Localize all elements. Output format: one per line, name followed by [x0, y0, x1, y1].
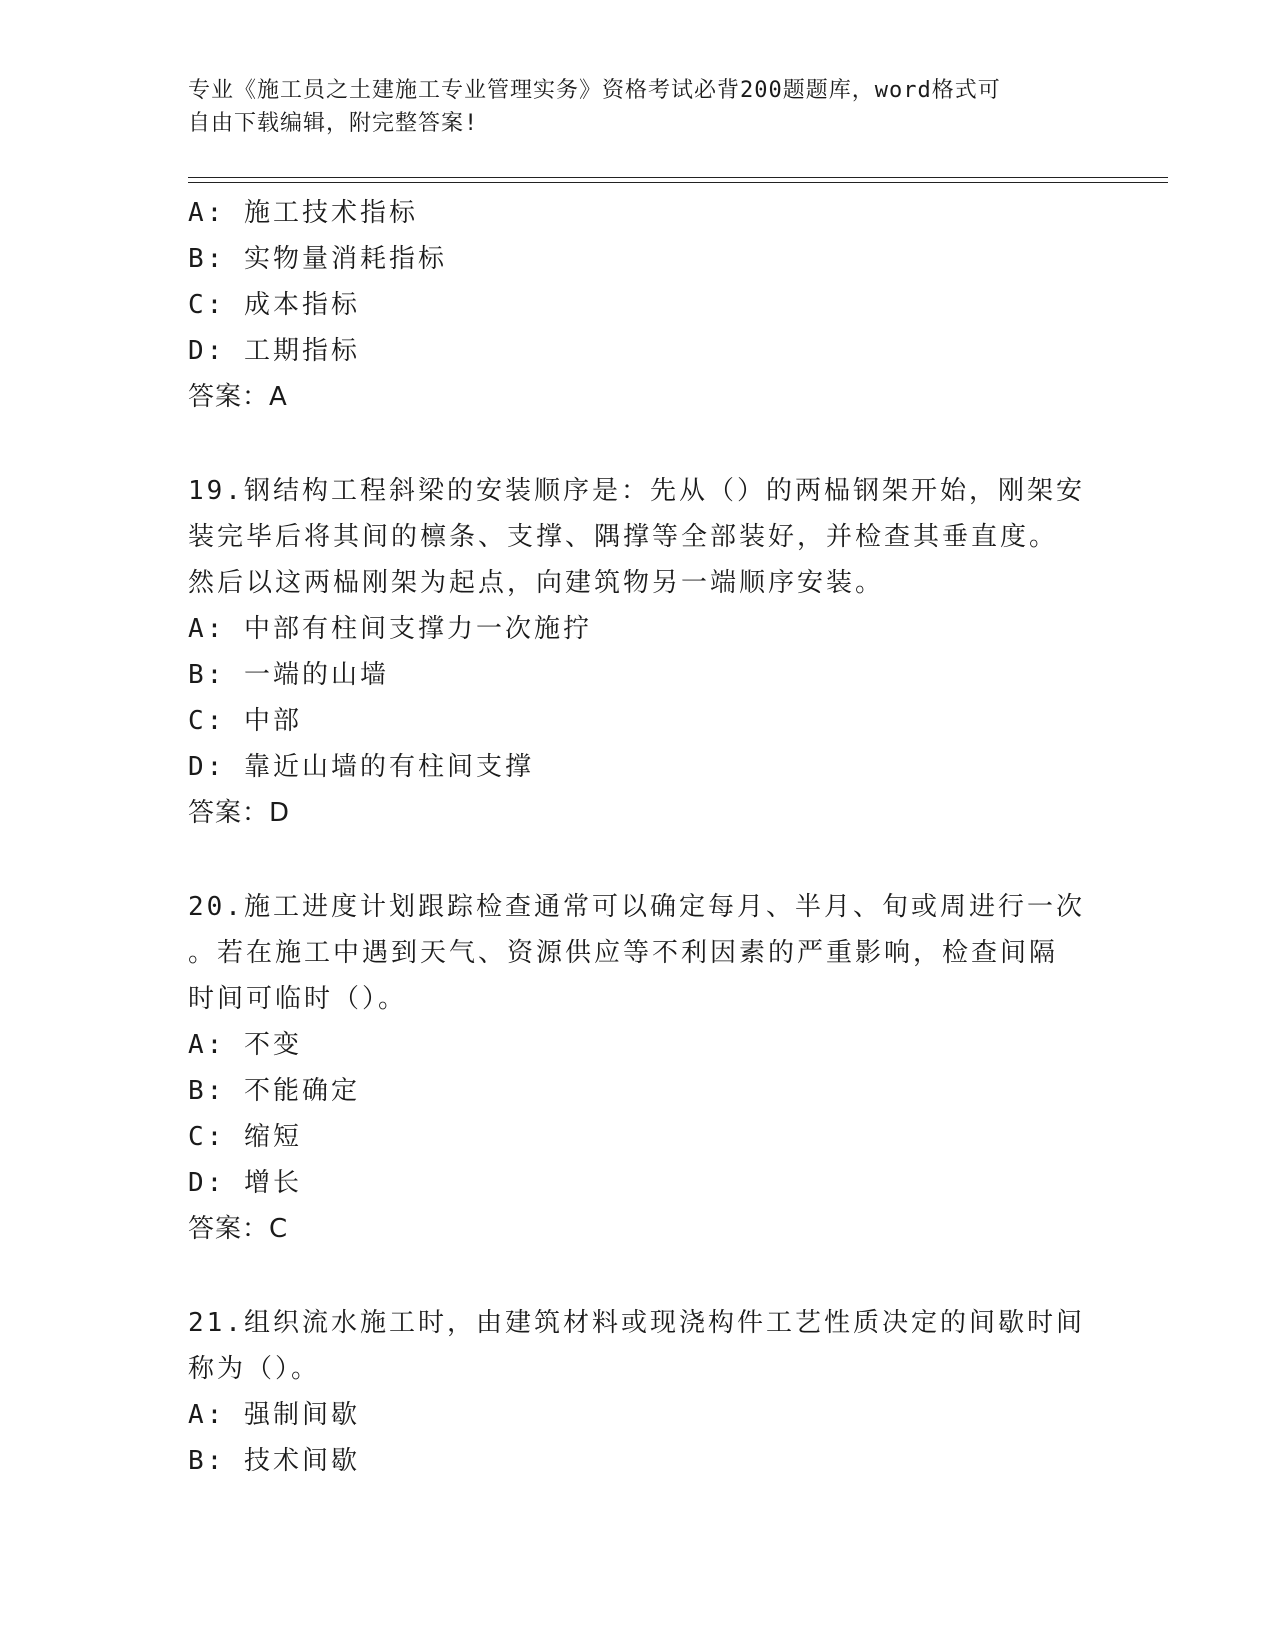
question-stem-line: 装完毕后将其间的檩条、支撑、隅撑等全部装好，并检查其垂直度。	[188, 522, 1059, 552]
option-b: B: 一端的山墙	[188, 660, 389, 690]
question-stem-line: 时间可临时（）。	[188, 984, 408, 1014]
option-a: A: 中部有柱间支撑力一次施拧	[188, 614, 592, 644]
question-stem-line: 称为（）。	[188, 1354, 321, 1384]
question-stem-line: 然后以这两榀刚架为起点，向建筑物另一端顺序安装。	[188, 568, 885, 598]
option-c: C: 中部	[188, 706, 302, 736]
question-stem-line: 21.组织流水施工时，由建筑材料或现浇构件工艺性质决定的间歇时间	[188, 1308, 1085, 1338]
option-d: D: 增长	[188, 1168, 302, 1198]
document-header	[188, 74, 1088, 140]
spacer	[188, 1252, 1088, 1300]
question-20	[188, 884, 1088, 1252]
header-line-2: 自由下载编辑，附完整答案!	[188, 111, 479, 136]
answer: 答案：A	[188, 382, 288, 412]
header-divider-top	[188, 177, 1168, 178]
spacer	[188, 836, 1088, 884]
question-list	[188, 190, 1088, 1484]
spacer	[188, 420, 1088, 468]
option-a: A: 强制间歇	[188, 1400, 360, 1430]
option-a: A: 施工技术指标	[188, 198, 418, 228]
option-b: B: 不能确定	[188, 1076, 360, 1106]
answer: 答案：D	[188, 798, 291, 828]
option-c: C: 缩短	[188, 1122, 302, 1152]
answer: 答案：C	[188, 1214, 289, 1244]
option-d: D: 工期指标	[188, 336, 360, 366]
header-line-1: 专业《施工员之土建施工专业管理实务》资格考试必背200题题库，word格式可	[188, 78, 1001, 103]
question-stem-line: 20.施工进度计划跟踪检查通常可以确定每月、半月、旬或周进行一次	[188, 892, 1085, 922]
header-divider-bottom	[188, 182, 1168, 183]
question-stem-line: 19.钢结构工程斜梁的安装顺序是：先从（）的两榀钢架开始，刚架安	[188, 476, 1085, 506]
option-c: C: 成本指标	[188, 290, 360, 320]
question-21	[188, 1300, 1088, 1484]
option-b: B: 实物量消耗指标	[188, 244, 447, 274]
question-19	[188, 468, 1088, 836]
option-d: D: 靠近山墙的有柱间支撑	[188, 752, 534, 782]
option-b: B: 技术间歇	[188, 1446, 360, 1476]
option-a: A: 不变	[188, 1030, 302, 1060]
question-18	[188, 190, 1088, 420]
question-stem-line: 。若在施工中遇到天气、资源供应等不利因素的严重影响，检查间隔	[188, 938, 1059, 968]
